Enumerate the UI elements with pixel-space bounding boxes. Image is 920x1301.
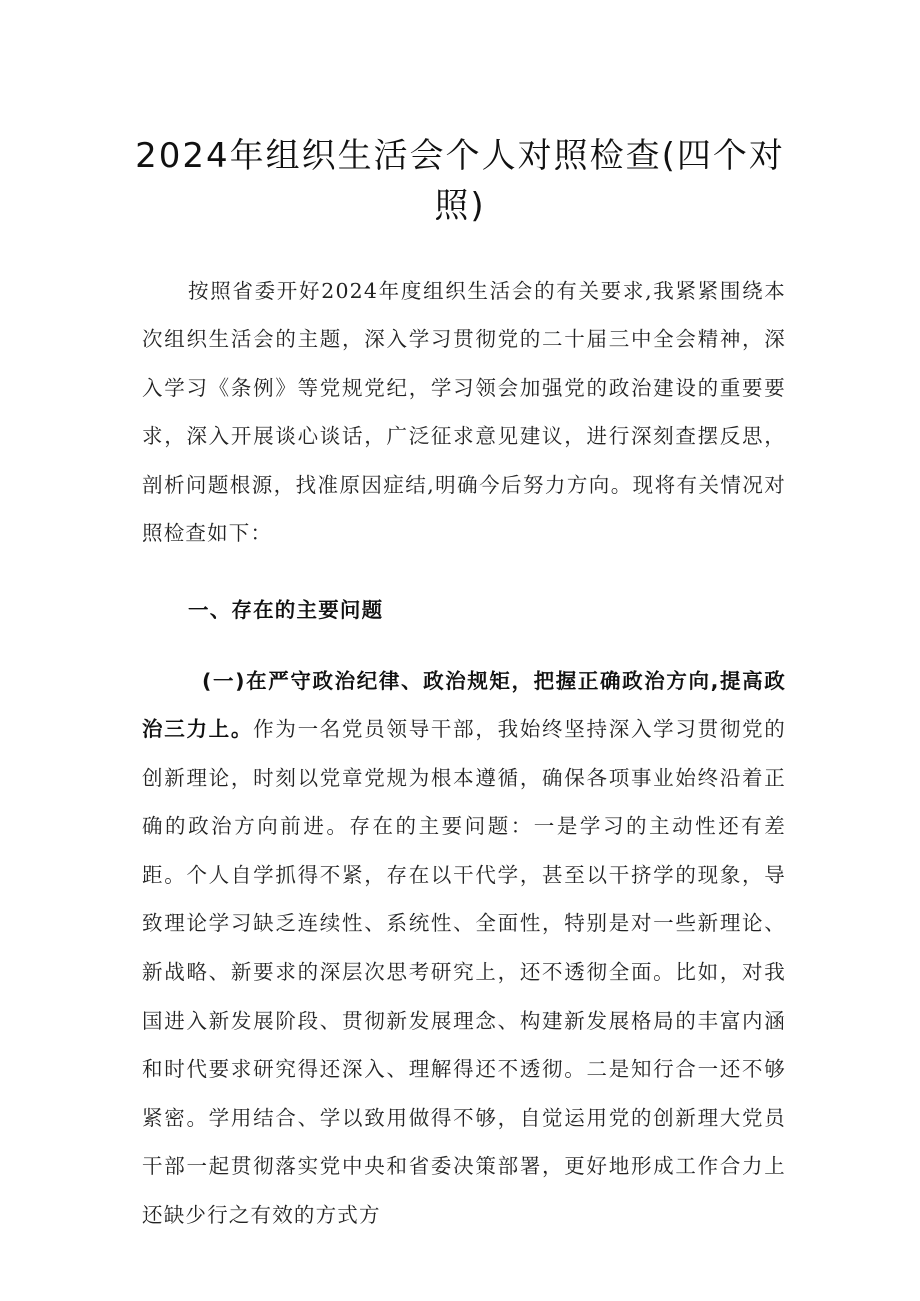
- document-title: 2024年组织生活会个人对照检查(四个对照): [135, 135, 785, 226]
- intro-paragraph: 按照省委开好2024年度组织生活会的有关要求,我紧紧围绕本次组织生活会的主题，深入学习贯彻党的二十届三中全会精神，深入学习《条例》等党规党纪，学习领会加强党的政治建设的重要要求，深入开展谈心谈话，广泛征求意见建议，进行深刻查摆反思，剖析问题根源，找准原因症结,明确今后努力方向。现将有关情况对照检查如下：: [142, 278, 786, 546]
- subsection-text: 作为一名党员领导干部，我始终坚持深入学习贯彻党的创新理论，时刻以党章党规为根本遵循，确保各项事业始终沿着正确的政治方向前进。存在的主要问题：一是学习的主动性还有差距。个人自学抓得不紧，存在以干代学，甚至以干挤学的现象，导致理论学习缺乏连续性、系统性、全面性，特别是对一些新理论、新战略、新要求的深层次思考研究上，还不透彻全面。比如，对我国进入新发展阶段、贯彻新发展理念、构建新发展格局的丰富内涵和时代要求研究得还深入、理解得还不透彻。二是知行合一还不够紧密。学用结合、学以致用做得不够，自觉运用党的创新理大党员干部一起贯彻落实党中央和省委决策部署，更好地形成工作合力上还缺少行之有效的方式方: [142, 717, 786, 1228]
- subsection-lead: (一)在严守政治纪律、政治规矩，把握正确政治方向,提高政治三力上。: [142, 668, 786, 742]
- subsection-paragraph: [142, 657, 786, 1240]
- section-heading: 一、存在的主要问题: [188, 598, 384, 622]
